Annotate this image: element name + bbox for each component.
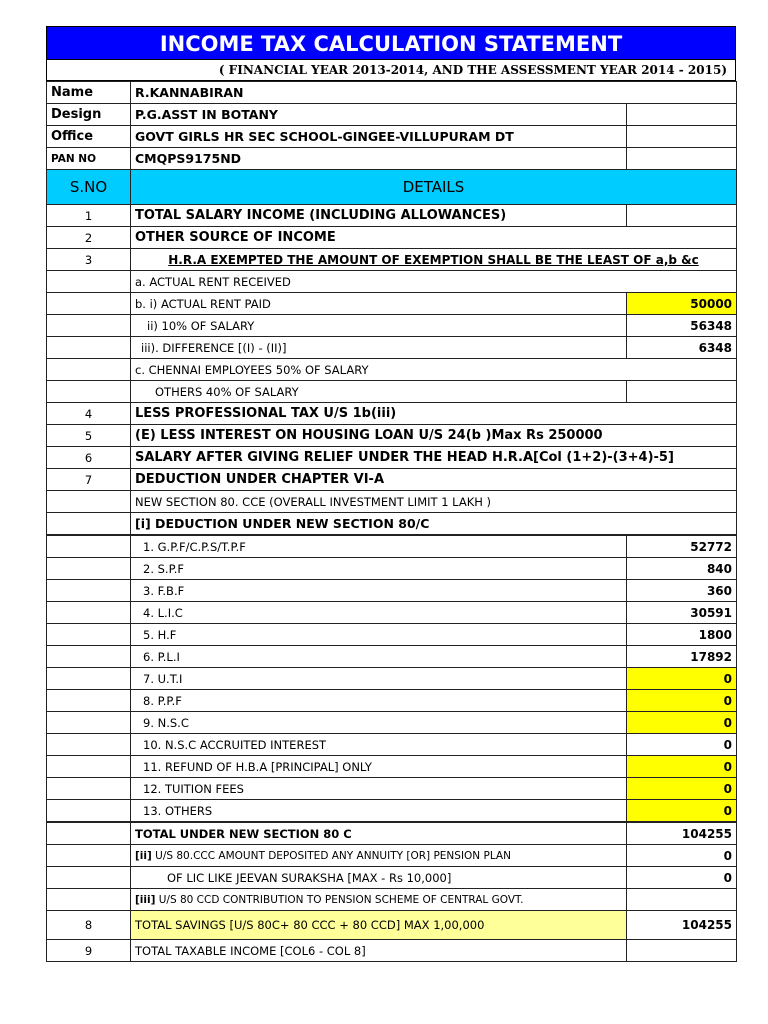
design-empty-cell (627, 104, 737, 126)
row-3f (47, 381, 737, 403)
deduction-amount: 0 (627, 800, 737, 822)
row-amount: 6348 (627, 337, 737, 359)
pan-label: PAN NO (47, 148, 131, 170)
row-description: a. ACTUAL RENT RECEIVED (131, 271, 737, 293)
row-description (131, 315, 627, 337)
deduction-label: 12. TUITION FEES (131, 778, 627, 800)
deduction-label: 2. S.P.F (131, 558, 627, 580)
tax-table (46, 81, 737, 535)
deduction-amount: 17892 (627, 646, 737, 668)
row-description: NEW SECTION 80. CCE (OVERALL INVESTMENT LIMIT 1 LAKH ) (131, 491, 737, 513)
row-number: 8 (47, 911, 131, 940)
deduction-amount: 52772 (627, 536, 737, 558)
total-80c-amount: 104255 (627, 823, 737, 845)
row-number: 1 (47, 205, 131, 227)
total-savings-label: TOTAL SAVINGS [U/S 80C+ 80 CCC + 80 CCD] MAX 1,00,000 (131, 911, 627, 940)
row-9 (47, 940, 737, 962)
row-number: 3 (47, 249, 131, 271)
deduction-row (47, 690, 737, 712)
deduction-amount: 840 (627, 558, 737, 580)
name-label: Name (47, 82, 131, 104)
total-80c-row (47, 823, 737, 845)
row-7b (47, 513, 737, 535)
iii-tag: [iii] (135, 893, 156, 906)
row-3a (47, 271, 737, 293)
row-number: 5 (47, 425, 131, 447)
sno-header: S.NO (47, 170, 131, 205)
row-description: (E) LESS INTEREST ON HOUSING LOAN U/S 24(b )Max Rs 250000 (131, 425, 737, 447)
total-taxable-label: TOTAL TAXABLE INCOME [COL6 - COL 8] (131, 940, 627, 962)
row-description: H.R.A EXEMPTED THE AMOUNT OF EXEMPTION SHALL BE THE LEAST OF a,b &c (131, 249, 737, 271)
deduction-amount: 0 (627, 734, 737, 756)
row-description: OTHER SOURCE OF INCOME (131, 227, 737, 249)
row-6 (47, 447, 737, 469)
row-3b (47, 293, 737, 315)
deduction-row (47, 580, 737, 602)
deduction-amount: 30591 (627, 602, 737, 624)
row-number: 6 (47, 447, 131, 469)
deduction-label: 6. P.L.I (131, 646, 627, 668)
info-row-name (47, 82, 737, 104)
totals-table (46, 822, 737, 962)
row-4 (47, 403, 737, 425)
row-description-text: ii) 10% OF SALARY (147, 318, 255, 333)
row-3c (47, 315, 737, 337)
info-row-design (47, 104, 737, 126)
design-value: P.G.ASST IN BOTANY (131, 104, 627, 126)
deduction-amount: 0 (627, 668, 737, 690)
deduction-label: 9. N.S.C (131, 712, 627, 734)
deduction-row (47, 778, 737, 800)
deduction-label: 3. F.B.F (131, 580, 627, 602)
deduction-row (47, 800, 737, 822)
row-number: 7 (47, 469, 131, 491)
info-row-pan (47, 148, 737, 170)
deduction-list (47, 536, 737, 822)
deduction-amount: 360 (627, 580, 737, 602)
sheet-title: INCOME TAX CALCULATION STATEMENT (46, 26, 736, 60)
row-amount (627, 205, 737, 227)
row-description: [i] DEDUCTION UNDER NEW SECTION 80/C (131, 513, 737, 535)
deduction-row (47, 536, 737, 558)
row-description: SALARY AFTER GIVING RELIEF UNDER THE HEAD H.R.A[Col (1+2)-(3+4)-5] (131, 447, 737, 469)
row-description: c. CHENNAI EMPLOYEES 50% OF SALARY (131, 359, 737, 381)
row-amount: 0 (627, 867, 737, 889)
row-3d (47, 337, 737, 359)
row-number: 9 (47, 940, 131, 962)
office-label: Office (47, 126, 131, 148)
deduction-label: 10. N.S.C ACCRUITED INTEREST (131, 734, 627, 756)
details-header: DETAILS (131, 170, 737, 205)
deduction-amount: 0 (627, 778, 737, 800)
table-header-row (47, 170, 737, 205)
row-amount: 0 (627, 845, 737, 867)
deduction-amount: 0 (627, 756, 737, 778)
total-savings-amount: 104255 (627, 911, 737, 940)
row-80ccc-cont (47, 867, 737, 889)
row-1 (47, 205, 737, 227)
row-80ccd (47, 889, 737, 911)
row-description: OTHERS 40% OF SALARY (131, 381, 627, 403)
row-description (131, 889, 627, 911)
info-row-office (47, 126, 737, 148)
ii-desc: U/S 80.CCC AMOUNT DEPOSITED ANY ANNUITY [OR] PENSION PLAN (155, 849, 511, 862)
deduction-amount: 0 (627, 690, 737, 712)
row-3 (47, 249, 737, 271)
deduction-amount: 1800 (627, 624, 737, 646)
row-8 (47, 911, 737, 940)
deduction-row (47, 646, 737, 668)
deduction-label: 5. H.F (131, 624, 627, 646)
office-empty-cell (627, 126, 737, 148)
row-description: TOTAL SALARY INCOME (INCLUDING ALLOWANCES) (131, 205, 627, 227)
row-amount: 56348 (627, 315, 737, 337)
deduction-label: 7. U.T.I (131, 668, 627, 690)
row-description (131, 845, 627, 867)
row-7 (47, 469, 737, 491)
iii-desc: U/S 80 CCD CONTRIBUTION TO PENSION SCHEME OF CENTRAL GOVT. (158, 893, 524, 906)
deduction-row (47, 734, 737, 756)
design-label: Design (47, 104, 131, 126)
pan-empty-cell (627, 148, 737, 170)
pan-value: CMQPS9175ND (131, 148, 627, 170)
row-description: DEDUCTION UNDER CHAPTER VI-A (131, 469, 737, 491)
deduction-label: 8. P.P.F (131, 690, 627, 712)
deduction-label: 13. OTHERS (131, 800, 627, 822)
office-value: GOVT GIRLS HR SEC SCHOOL-GINGEE-VILLUPURAM DT (131, 126, 627, 148)
deduction-row (47, 756, 737, 778)
row-3e (47, 359, 737, 381)
deduction-table (46, 535, 737, 822)
total-80c-label: TOTAL UNDER NEW SECTION 80 C (131, 823, 627, 845)
row-description: b. i) ACTUAL RENT PAID (131, 293, 627, 315)
row-description: LESS PROFESSIONAL TAX U/S 1b(iii) (131, 403, 737, 425)
deduction-label: 1. G.P.F/C.P.S/T.P.F (131, 536, 627, 558)
row-7a (47, 491, 737, 513)
deduction-row (47, 558, 737, 580)
row-description: OF LIC LIKE JEEVAN SURAKSHA [MAX - Rs 10,000] (131, 867, 627, 889)
name-value: R.KANNABIRAN (131, 82, 737, 104)
deduction-label: 4. L.I.C (131, 602, 627, 624)
row-amount: 50000 (627, 293, 737, 315)
row-5 (47, 425, 737, 447)
sheet-subtitle: ( FINANCIAL YEAR 2013-2014, AND THE ASSESSMENT YEAR 2014 - 2015) (46, 60, 736, 81)
row-2 (47, 227, 737, 249)
row-80ccc (47, 845, 737, 867)
deduction-row (47, 712, 737, 734)
deduction-label: 11. REFUND OF H.B.A [PRINCIPAL] ONLY (131, 756, 627, 778)
deduction-row (47, 668, 737, 690)
ii-tag: [ii] (135, 849, 152, 862)
row-number: 2 (47, 227, 131, 249)
row-description: iii). DIFFERENCE [(I) - (II)] (131, 337, 627, 359)
deduction-row (47, 602, 737, 624)
deduction-amount: 0 (627, 712, 737, 734)
row-number: 4 (47, 403, 131, 425)
deduction-row (47, 624, 737, 646)
income-tax-statement (46, 26, 736, 962)
